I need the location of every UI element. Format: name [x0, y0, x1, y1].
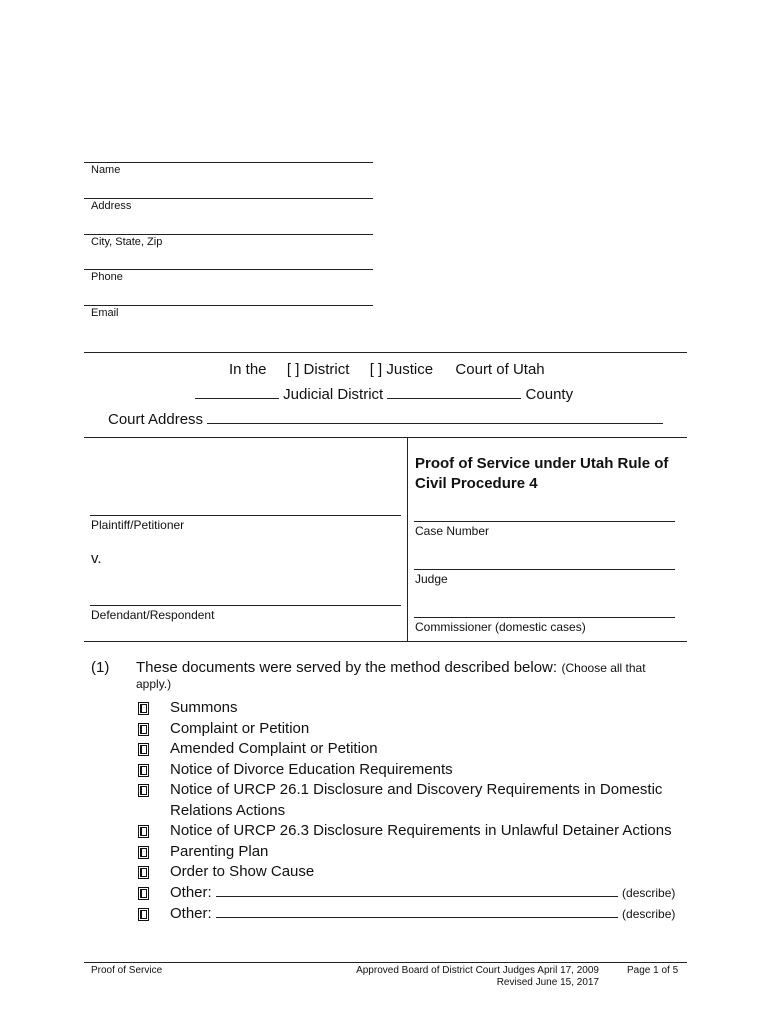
court-line-2 — [195, 386, 573, 403]
judge-label: Judge — [415, 572, 448, 586]
other-2-label: Other: — [170, 905, 212, 922]
checkbox-divorce-education[interactable] — [138, 764, 149, 777]
item-urcp-26-1: Notice of URCP 26.1 Disclosure and Discovery Requirements in Domestic — [170, 781, 663, 798]
case-number-line[interactable] — [414, 521, 675, 522]
section-heading-note-cont: apply.) — [136, 677, 172, 691]
county-blank[interactable] — [387, 398, 521, 399]
versus-text: v. — [91, 550, 102, 567]
item-other-2 — [170, 905, 675, 922]
judicial-district-blank[interactable] — [195, 398, 279, 399]
court-of-utah-text: Court of Utah — [455, 361, 545, 378]
item-urcp-26-1-cont: Relations Actions — [170, 802, 286, 819]
phone-line[interactable] — [84, 269, 373, 270]
checkbox-urcp-26-1[interactable] — [138, 784, 149, 797]
checkbox-other-2[interactable] — [138, 908, 149, 921]
address-label: Address — [91, 200, 132, 212]
section-heading-text: These documents were served by the method described below: — [136, 659, 558, 676]
commissioner-line[interactable] — [414, 617, 675, 618]
document-title: Proof of Service under Utah Rule of Civil Procedure 4 — [415, 455, 669, 492]
name-label: Name — [91, 164, 121, 176]
item-urcp-26-3: Notice of URCP 26.3 Disclosure Requirements in Unlawful Detainer Actions — [170, 822, 672, 839]
court-line-3 — [108, 411, 663, 428]
checkbox-summons[interactable] — [138, 702, 149, 715]
plaintiff-label: Plaintiff/Petitioner — [91, 518, 185, 532]
email-label: Email — [91, 307, 119, 319]
footer-left: Proof of Service — [91, 965, 163, 976]
court-address-blank[interactable] — [207, 423, 663, 424]
caption-divider — [407, 437, 408, 641]
checkbox-other-1[interactable] — [138, 887, 149, 900]
item-amended-complaint: Amended Complaint or Petition — [170, 740, 378, 757]
item-parenting-plan: Parenting Plan — [170, 843, 269, 860]
city-state-zip-label: City, State, Zip — [91, 236, 163, 248]
footer-approval — [354, 965, 599, 989]
checkbox-amended-complaint[interactable] — [138, 743, 149, 756]
footer-page: Page 1 of 5 — [627, 965, 679, 976]
address-line[interactable] — [84, 198, 373, 199]
commissioner-label: Commissioner (domestic cases) — [415, 620, 586, 634]
checkbox-parenting-plan[interactable] — [138, 846, 149, 859]
district-option[interactable]: [ ] District — [286, 361, 350, 378]
other-2-blank[interactable] — [216, 917, 618, 918]
section-heading-note: (Choose all that — [561, 661, 646, 675]
item-order-to-show-cause: Order to Show Cause — [170, 863, 315, 880]
item-other-1 — [170, 884, 675, 901]
footer-revised: Revised June 15, 2017 — [496, 977, 599, 988]
caption-top-rule — [84, 437, 687, 438]
caption-bottom-rule — [84, 641, 687, 642]
court-address-text: Court Address — [108, 411, 204, 428]
defendant-label: Defendant/Respondent — [91, 608, 215, 622]
other-1-suffix: (describe) — [622, 886, 676, 900]
in-the-text: In the — [229, 361, 267, 378]
footer-rule — [84, 962, 687, 963]
section-heading — [136, 659, 646, 677]
checkbox-order-to-show-cause[interactable] — [138, 866, 149, 879]
judicial-district-text: Judicial District — [283, 386, 384, 403]
section-number: (1) — [91, 659, 110, 676]
item-summons: Summons — [170, 699, 238, 716]
phone-label: Phone — [91, 271, 123, 283]
county-text: County — [525, 386, 574, 403]
item-complaint: Complaint or Petition — [170, 720, 310, 737]
other-1-label: Other: — [170, 884, 212, 901]
judge-line[interactable] — [414, 569, 675, 570]
checkbox-urcp-26-3[interactable] — [138, 825, 149, 838]
justice-option[interactable]: [ ] Justice — [369, 361, 434, 378]
email-line[interactable] — [84, 305, 373, 306]
court-line-1 — [229, 361, 545, 378]
case-number-label: Case Number — [415, 524, 490, 538]
other-1-blank[interactable] — [216, 896, 618, 897]
checkbox-complaint[interactable] — [138, 723, 149, 736]
name-line[interactable] — [84, 162, 373, 163]
plaintiff-line[interactable] — [90, 515, 401, 516]
defendant-line[interactable] — [90, 605, 401, 606]
city-state-zip-line[interactable] — [84, 234, 373, 235]
footer-approved: Approved Board of District Court Judges April 17, 2009 — [356, 965, 599, 976]
item-divorce-education: Notice of Divorce Education Requirements — [170, 761, 453, 778]
other-2-suffix: (describe) — [622, 907, 676, 921]
court-top-rule — [84, 352, 687, 353]
